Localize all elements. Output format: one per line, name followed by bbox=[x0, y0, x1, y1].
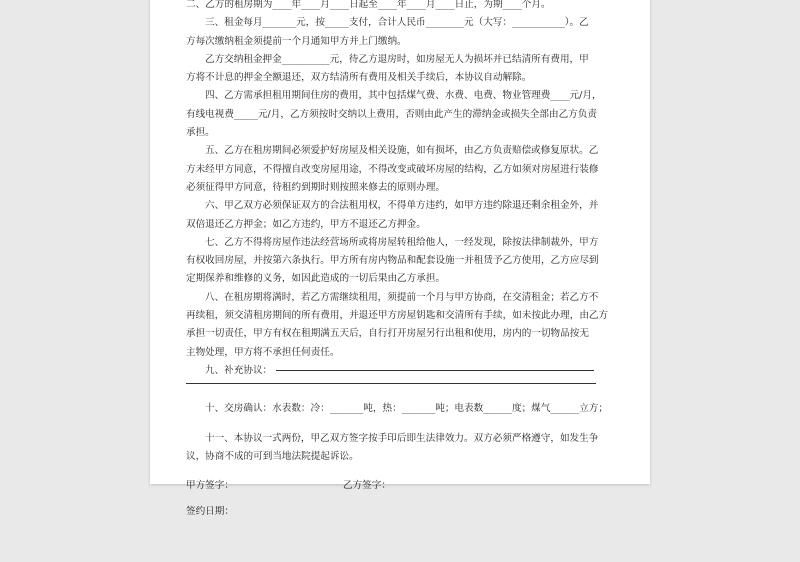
contract-line: 五、乙方在租房期间必须爱护好房屋及相关设施，如有损坏，由乙方负责赔偿或修复原状。乙 bbox=[205, 145, 599, 157]
contract-line: 方将不计息的押金全额退还，双方结清所有费用及相关手续后，本协议自动解除。 bbox=[186, 72, 532, 84]
contract-line: 七、乙方不得将房屋作违法经营场所或将房屋转租给他人，一经发现，除按法律制裁外，甲方 bbox=[205, 236, 599, 248]
clause11-line: 十一、本协议一式两份，甲乙双方签字按手印后即生法律效力。双方必须严格遵守，如发生争 bbox=[205, 432, 599, 444]
handover-line: 十、交房确认：水表数：冷：_______吨，热：_______吨；电表数______度；煤气______立方； bbox=[205, 403, 608, 415]
clause11-line: 议，协商不成的可到当地法院提起诉讼。 bbox=[186, 450, 359, 462]
contract-line: 八、在租房期将满时，若乙方需继续租用，须提前一个月与甲方协商，在交清租金；若乙方不 bbox=[205, 291, 599, 303]
contract-line: 再续租，须交清租房期间的所有费用，并退还甲方房屋钥匙和交清所有手续，如未按此办理，由乙方 bbox=[186, 310, 609, 322]
document-page bbox=[150, 0, 650, 518]
spacer bbox=[186, 384, 616, 400]
contract-line: 承担一切责任，甲方有权在租期满五天后，自行打开房屋另行出租和使用，房内的一切物品按无 bbox=[186, 328, 589, 340]
party-b-signature-label: 乙方签字： bbox=[343, 480, 391, 492]
spacer bbox=[186, 466, 616, 477]
contract-line: 方未经甲方同意，不得擅自改变房屋用途，不得改变或破坏房屋的结构，乙方如须对房屋进行装修 bbox=[186, 163, 599, 175]
contract-line: 二、乙方的租房期为____年____月____日起至____年____月____日止，为期____个月。 bbox=[186, 0, 551, 10]
contract-line: 有权收回房屋，并按第六条执行。甲方所有房内物品和配套设施一并租赁予乙方使用，乙方应尽到 bbox=[186, 255, 599, 267]
sign-date-label: 签约日期： bbox=[186, 506, 234, 518]
contract-body bbox=[186, 0, 616, 521]
contract-line: 定期保养和维修的义务，如因此造成的一切后果由乙方承担。 bbox=[186, 273, 446, 285]
contract-line: 必须征得甲方同意，待租约到期时则按照来修去的原则办理。 bbox=[186, 181, 446, 193]
supplement-line bbox=[186, 362, 616, 380]
contract-line: 四、乙方需承担租用期间住房的费用，其中包括煤气费、水费、电费、物业管理费____元/月， bbox=[205, 90, 602, 102]
supplement-blank bbox=[276, 369, 594, 371]
spacer bbox=[186, 419, 616, 430]
contract-line: 方每次缴纳租金须提前一个月通知甲方并上门缴纳。 bbox=[186, 35, 407, 47]
contract-line: 双倍退还乙方押金；如乙方违约，甲方不退还乙方押金。 bbox=[186, 218, 426, 230]
contract-line: 三、租金每月_______元，按_____支付，合计人民币________元（大写：___________）。乙 bbox=[205, 17, 589, 29]
contract-line: 主物处理，甲方将不承担任何责任。 bbox=[186, 346, 340, 358]
supplement-label: 九、补充协议： bbox=[205, 364, 273, 376]
contract-line: 承担。 bbox=[186, 127, 215, 139]
signature-row bbox=[186, 477, 616, 497]
party-a-signature-label: 甲方签字： bbox=[186, 480, 234, 492]
contract-line: 乙方交纳租金押金__________元，待乙方退房时，如房屋无人为损坏并已结清所有费用，甲 bbox=[205, 53, 589, 65]
contract-line: 六、甲乙双方必须保证双方的合法租用权，不得单方违约，如甲方违约除退还剩余租金外，并 bbox=[205, 200, 599, 212]
contract-line: 有线电视费_____元/月，乙方须按时交纳以上费用，否则由此产生的滞纳金或损失全部由乙方负责 bbox=[186, 108, 597, 120]
